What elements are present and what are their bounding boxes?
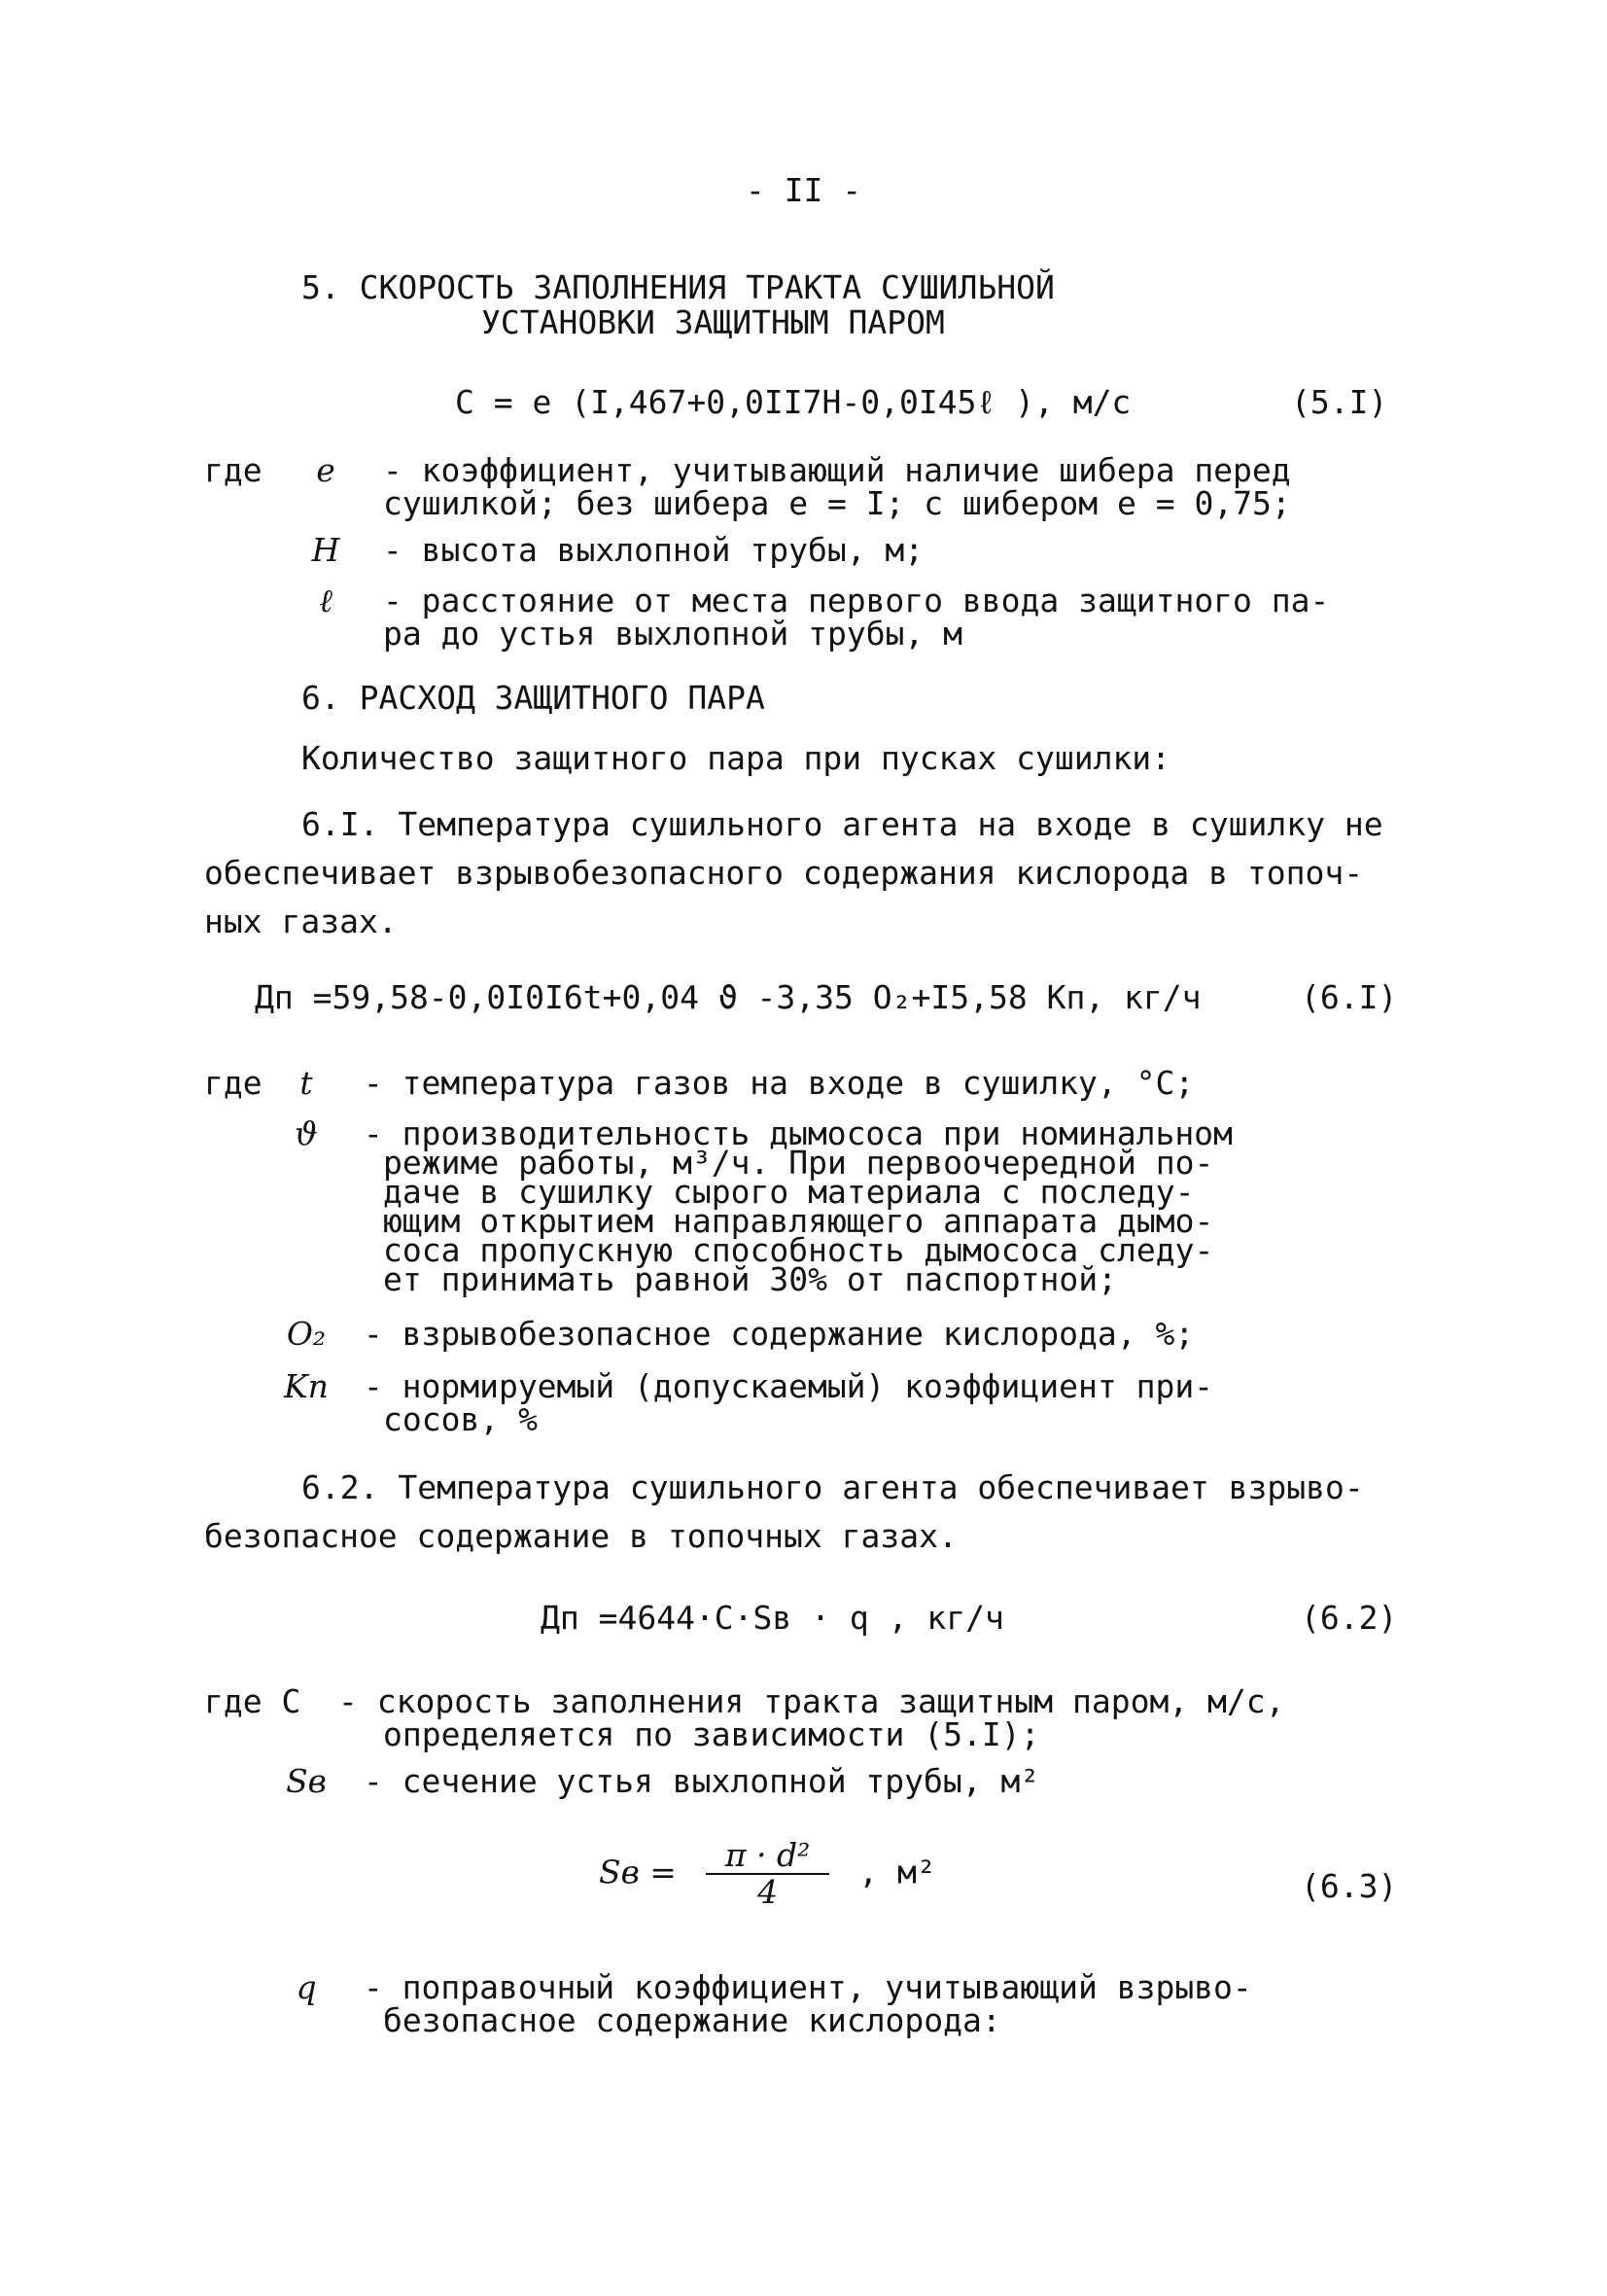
def-o2: O₂ - взрывобезопасное содержание кислорода, %;	[268, 1317, 1194, 1352]
formula-6-3-lhs: Sв =	[599, 1853, 677, 1891]
def-l: ℓ - расстояние от места первого ввода защитного па-	[288, 583, 1329, 618]
symbol-sv: Sв	[286, 1762, 327, 1800]
def-e-line2: сушилкой; без шибера e = I; с шибером e = 0,75;	[383, 484, 1291, 522]
def-q: q - поправочный коэффициент, учитывающий взрыво-	[268, 1970, 1252, 2005]
page-number: - II -	[745, 171, 862, 209]
para-6-1-line3: ных газах.	[204, 902, 398, 940]
section-6-intro: Количество защитного пара при пусках сушилки:	[301, 739, 1171, 777]
def-o2-line1: взрывобезопасное содержание кислорода, %;	[402, 1315, 1195, 1353]
para-6-1-line1: 6.I. Температура сушильного агента на входе в сушилку не	[301, 805, 1383, 843]
def-c-line1: скорость заполнения тракта защитным паром, м/с,	[376, 1682, 1285, 1720]
formula-6-3-number: (6.3)	[1301, 1867, 1398, 1905]
where-label-2: где	[204, 1064, 262, 1102]
formula-6-2: Дп =4644·C·Sв · q , кг/ч	[541, 1599, 1004, 1637]
para-6-2-line2: безопасное содержание в топочных газах.	[204, 1517, 958, 1555]
para-6-2-line1: 6.2. Температура сушильного агента обеспечивает взрыво-	[301, 1468, 1364, 1506]
def-c: - скорость заполнения тракта защитным паром, м/с,	[338, 1682, 1285, 1720]
symbol-l: ℓ	[319, 582, 332, 619]
symbol-e: e	[316, 451, 335, 489]
symbol-o2: O₂	[286, 1315, 327, 1353]
def-sv-line1: сечение устья выхлопной трубы, м²	[402, 1762, 1040, 1800]
def-e-line1: коэффициент, учитывающий наличие шибера перед	[421, 451, 1291, 489]
def-theta-line2: режиме работы, м³/ч. При первоочередной по-	[383, 1144, 1214, 1182]
def-l-line2: ра до устья выхлопной трубы, м	[383, 615, 963, 653]
symbol-h: H	[311, 531, 340, 569]
def-c-line2: определяется по зависимости (5.I);	[383, 1715, 1040, 1753]
def-kp: Kп - нормируемый (допускаемый) коэффициент при-	[268, 1369, 1213, 1404]
formula-5-1-number: (5.I)	[1291, 383, 1388, 421]
para-6-1-line2: обеспечивает взрывобезопасного содержания кислорода в топоч-	[204, 854, 1364, 892]
def-l-line1: расстояние от места первого ввода защитного па-	[421, 582, 1330, 619]
section-5-title-line2: УСТАНОВКИ ЗАЩИТНЫМ ПАРОМ	[481, 303, 945, 341]
def-h: H - высота выхлопной трубы, м;	[288, 533, 924, 568]
formula-5-1: C = e (I,467+0,0II7H-0,0I45ℓ ), м/с	[455, 383, 1132, 421]
def-theta-line4: ющим открытием направляющего аппарата дымо-	[383, 1202, 1214, 1240]
symbol-q: q	[296, 1968, 317, 2006]
def-h-line1: высота выхлопной трубы, м;	[421, 531, 925, 569]
def-kp-line2: сосов, %	[383, 1400, 538, 1438]
formula-6-2-number: (6.2)	[1301, 1599, 1398, 1637]
where-label: где	[204, 451, 262, 489]
section-6-title: 6. РАСХОД ЗАЩИТНОГО ПАРА	[301, 679, 765, 717]
def-theta: ϑ - производительность дымососа при номинальном	[268, 1116, 1233, 1151]
def-theta-line6: ет принимать равной 30% от паспортной;	[383, 1260, 1117, 1298]
def-t: t - температура газов на входе в сушилку, °C;	[268, 1066, 1194, 1101]
def-theta-line1: производительность дымососа при номинальном	[402, 1114, 1233, 1152]
def-q-line2: безопасное содержание кислорода:	[383, 2001, 1001, 2039]
symbol-theta: ϑ	[295, 1114, 318, 1152]
formula-6-3-denominator: 4	[757, 1873, 779, 1911]
def-e: e - коэффициент, учитывающий наличие шибера перед	[288, 453, 1291, 488]
symbol-kp: Kп	[284, 1367, 329, 1405]
def-sv: Sв - сечение устья выхлопной трубы, м²	[268, 1764, 1039, 1799]
formula-6-3-fraction	[706, 1838, 830, 1910]
def-q-line1: поправочный коэффициент, учитывающий взрыво-	[402, 1968, 1252, 2006]
formula-6-1: Дп =59,58-0,0I0I6t+0,04 ϑ -3,35 O₂+I5,58 Kп, кг/ч	[255, 978, 1202, 1016]
formula-6-3-unit: , м²	[858, 1853, 936, 1891]
formula-6-3	[599, 1838, 936, 1910]
def-t-line1: температура газов на входе в сушилку, °C;	[402, 1064, 1195, 1102]
def-theta-line5: соса пропускную способность дымососа следу-	[383, 1231, 1214, 1269]
where-label-3: где C	[204, 1682, 301, 1720]
formula-6-1-number: (6.I)	[1301, 978, 1398, 1016]
formula-6-3-numerator: π · d²	[706, 1838, 830, 1875]
section-5-title-line1: 5. СКОРОСТЬ ЗАПОЛНЕНИЯ ТРАКТА СУШИЛЬНОЙ	[301, 268, 1055, 306]
def-theta-line3: даче в сушилку сырого материала с последу-	[383, 1173, 1195, 1211]
symbol-t: t	[299, 1064, 313, 1102]
def-kp-line1: нормируемый (допускаемый) коэффициент при-	[402, 1367, 1214, 1405]
